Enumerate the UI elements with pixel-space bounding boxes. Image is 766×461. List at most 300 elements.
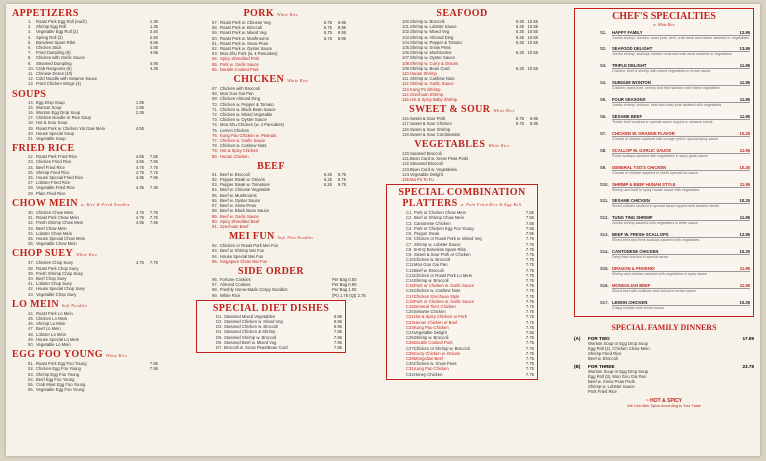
item-name: Shrimp Egg Roll	[36, 24, 67, 30]
chinese-name-icon	[200, 345, 216, 350]
item-name: Pepper Steak w. Tomatoes	[220, 182, 270, 188]
chef-item-number: S17.	[600, 299, 609, 305]
item-name: Roast Pork Fried Rice	[36, 154, 77, 160]
item-number: C14.	[406, 277, 415, 283]
item-number: C15.	[406, 283, 415, 289]
item-number: 92.	[212, 243, 218, 249]
item-number: 70.	[212, 101, 218, 107]
item-name: Beef w. Mushrooms	[220, 192, 257, 198]
item-price: 7.75	[525, 257, 534, 263]
item-number: 35.	[28, 235, 34, 241]
chef-item-name: SHRIMP & BEEF HUNAN STYLE	[612, 181, 676, 187]
sweet-sour-title-text: SWEET & SOUR	[409, 104, 491, 116]
item-name: Chicken Szechuan Style	[414, 293, 460, 299]
item-price: 4.35	[135, 185, 144, 191]
item-name: Shrimp w. Mushrooms	[410, 50, 452, 56]
item-price: 2.35	[135, 110, 144, 116]
item-number: 1.	[28, 19, 32, 24]
item-price: 4.95	[149, 50, 158, 56]
item-price: 6.25	[515, 24, 524, 30]
side-order-section	[196, 265, 366, 298]
item-number: 10.	[28, 65, 34, 71]
chef-item	[578, 46, 750, 60]
chef-item-price: 10.25	[739, 198, 750, 204]
item-price	[130, 241, 144, 246]
item-number: 84.	[212, 187, 218, 193]
menu-page	[6, 4, 760, 456]
item-price-large: 10.55	[527, 34, 538, 40]
diet-title-text: SPECIAL DIET DISHES	[212, 302, 330, 314]
item-price-large: 8.95	[529, 116, 538, 122]
beef-title	[196, 161, 346, 172]
item-number: 23.	[28, 159, 34, 165]
item-number: 57.	[212, 20, 218, 25]
item-price: 7.75	[525, 361, 534, 367]
chef-item-description: Shrimp and chicken sauteed with vegetables in spicy sauce	[612, 271, 707, 276]
item-name: Hot & Sour Soup	[36, 120, 68, 126]
item-number: 54.	[28, 376, 34, 382]
item-number: C12.	[406, 267, 415, 273]
item-price	[510, 132, 524, 137]
item-number: 108.	[402, 60, 411, 66]
item-name: Roast Pork w. Mushrooms	[220, 35, 269, 41]
chefs-specialties-subtitle: w. White Rice	[653, 22, 675, 27]
family-dinners-section	[574, 323, 754, 408]
item-price-large: 9.75	[337, 171, 346, 177]
item-price: 7.75	[525, 309, 534, 315]
item-price: 4.35	[149, 65, 158, 71]
item-price: 4.95	[135, 220, 144, 226]
item-price: 7.55	[525, 225, 534, 231]
item-price: 7.75	[525, 288, 534, 294]
item-number: 19.	[28, 125, 34, 131]
menu-item	[390, 372, 534, 377]
chef-item-number: S2.	[600, 46, 607, 52]
chefs-specialties-title-text: CHEF'S SPECIALTIES	[612, 11, 716, 22]
item-name: Chicken or Shrimp w. Broccoli	[414, 345, 470, 351]
chef-item	[578, 249, 750, 263]
item-price-large: 7.75	[149, 260, 158, 266]
item-name: Freshly Home-Made Crispy Noodles	[220, 287, 288, 293]
item-number: 98.	[212, 287, 218, 293]
item-name: Beef Chop Suey	[36, 275, 67, 281]
chef-item-name: SEAFOOD DELIGHT	[612, 46, 653, 52]
item-number: 12.	[28, 76, 34, 82]
item-number: 114.	[402, 91, 410, 97]
item-name: Chicken Chop Suey	[36, 260, 74, 266]
item-number: 77.	[212, 138, 218, 144]
chef-item-price: 11.95	[739, 63, 750, 69]
item-number: 60.	[212, 35, 218, 41]
item-price	[130, 191, 144, 196]
chef-item-price: 12.95	[739, 232, 750, 238]
item-price: 7.75	[525, 371, 534, 377]
item-price	[130, 136, 144, 141]
item-name: General Tso's Chicken	[414, 303, 456, 309]
chef-item-name: BEEF W. FRESH SCALLOPS	[612, 232, 669, 238]
item-name: Szechuan Beef	[220, 223, 249, 229]
item-name: Hot & Spicy Chicken or Pork	[414, 314, 467, 320]
item-number: 44.	[28, 310, 34, 316]
pork-title	[196, 8, 346, 20]
item-number: 104.	[402, 39, 411, 45]
item-number: 91.	[212, 223, 218, 229]
item-price: 5.75	[323, 35, 332, 41]
item-name: Shrimp w. Oyster Sauce	[410, 55, 455, 61]
item-name: Hot & Spicy Chicken	[220, 148, 259, 154]
item-name: Crab Rangoons (6)	[36, 65, 72, 71]
chef-item-number: S10.	[600, 181, 609, 187]
chef-item-description: Sliced beef and fresh scallops sauteed with vegetables	[612, 238, 700, 243]
chinese-name-icon	[12, 387, 28, 392]
chef-item-body	[612, 198, 750, 212]
item-name: Beef or Shrimp Mei Fun	[220, 248, 265, 254]
chef-item-number: S12.	[600, 215, 609, 221]
chinese-name-icon	[12, 81, 28, 86]
item-price: 5.75	[323, 30, 332, 36]
chinese-name-icon	[196, 259, 212, 264]
item-price: 7.95	[333, 339, 342, 345]
item-number: 73.	[212, 117, 218, 123]
family-option-line: Pork Fried Rice	[588, 389, 617, 395]
item-number: 82.	[212, 177, 218, 183]
chef-item-description: Jumbo shrimp sauteed with vegetables in white sauce	[612, 221, 698, 226]
item-number: 75.	[212, 127, 218, 133]
chef-item-body	[612, 63, 750, 77]
chinese-name-icon	[12, 241, 28, 246]
item-price: 7.75	[525, 272, 534, 278]
item-name: Beef w. Broccoli	[220, 171, 250, 177]
seafood-title-text: SEAFOOD	[436, 8, 488, 19]
item-price: 7.55	[525, 231, 534, 237]
appetizers-title	[12, 8, 158, 19]
item-price: 7.75	[525, 303, 534, 309]
item-number: 101.	[402, 24, 411, 30]
item-name: Vegetable Chow Mein	[36, 241, 77, 247]
column-4	[574, 8, 754, 408]
menu-item	[200, 345, 342, 350]
chef-item-name: MONGOLIAN BEEF	[612, 282, 651, 288]
soups-title-text: SOUPS	[12, 88, 47, 100]
item-name: House Special Soup	[36, 130, 74, 136]
chef-item-number: S6.	[600, 113, 607, 119]
seafood-section	[386, 8, 538, 102]
item-name: Steamed Chicken w. Broccoli	[224, 324, 279, 330]
chow-mein-section	[12, 198, 158, 246]
chef-item-number: S9.	[600, 164, 607, 170]
item-number: 22.	[28, 154, 34, 160]
item-name: Fortune Cookies	[220, 276, 251, 282]
item-price-large: 8.95	[337, 30, 346, 36]
chef-item-description: Jumbo shrimp, chicken, roast pork, beef, crab meat and lobster sauteed w. vegetables	[612, 35, 750, 40]
item-name: Roast Pork w. Mixed Veg	[220, 30, 267, 36]
item-price: 6.95	[333, 318, 342, 324]
item-number: 88.	[212, 208, 218, 214]
mei-fun-title-text: MEI FUN	[228, 231, 275, 243]
item-price	[144, 387, 158, 392]
item-price-large: 7.75	[149, 209, 158, 215]
vegetables-title	[386, 139, 538, 151]
item-price-large: 7.75	[149, 164, 158, 170]
item-name: Moo Shu Chicken (w. 4 Pancakes)	[220, 122, 285, 128]
item-price: 6.25	[323, 177, 332, 183]
egg-foo-young-title	[12, 349, 158, 361]
menu-item	[386, 97, 538, 102]
item-name: Shrimp w. Lobster Sauce	[410, 24, 457, 30]
item-price-large: 10.55	[527, 50, 538, 56]
item-name: Beef Chow Mein	[36, 225, 67, 231]
chef-item-name: TUNG TING SHRIMP	[612, 215, 653, 221]
item-name: Steamed Dumpling	[36, 60, 72, 66]
sweet-sour-section	[386, 104, 538, 137]
pork-section	[196, 8, 346, 72]
item-number: C22.	[406, 319, 415, 325]
item-number: C26.	[406, 340, 415, 346]
item-number: 79.	[212, 148, 218, 154]
item-price: 6.25	[515, 39, 524, 45]
beef-title-text: BEEF	[257, 160, 285, 172]
item-number: 46.	[28, 321, 34, 327]
combination-platters-section	[386, 184, 538, 380]
item-name: Beef w. Black Bean Sauce	[220, 208, 270, 214]
item-number: 48.	[28, 331, 34, 337]
item-price-large: 7.75	[149, 215, 158, 221]
item-price: 6.25	[515, 19, 524, 24]
item-name: Shrimp w. Almond Ding	[410, 34, 454, 40]
chop-suey-title	[12, 248, 158, 260]
column-2	[196, 8, 366, 355]
item-name: House Special Chow Mein	[36, 235, 86, 241]
mei-fun-subtitle: Soft Thin Noodles	[277, 235, 314, 241]
item-name: Chicken Chow Mein	[36, 209, 74, 215]
chow-mein-subtitle: w. Rice & Fried Noodles	[80, 201, 130, 207]
item-price: 6.25	[515, 50, 524, 56]
item-name: Hot & Spicy Baby Shrimp	[410, 97, 458, 103]
item-name: Shrimp w. Broccoli	[410, 19, 445, 24]
item-price: 7.55	[525, 210, 534, 216]
item-number: 68.	[212, 91, 218, 97]
item-number: 36.	[28, 241, 34, 247]
chef-item	[578, 300, 750, 314]
vegetables-subtitle: White Rice	[488, 143, 510, 149]
chef-item-description: Sliced chicken sauteed in special sauce topped with sesame seeds	[612, 204, 719, 209]
item-price-large: 8.95	[337, 35, 346, 41]
item-number: 30.	[28, 209, 34, 215]
item-name: Beef Egg Foo Young	[36, 376, 75, 382]
item-number: 94.	[212, 253, 218, 259]
family-option-label: (A)	[574, 336, 581, 342]
item-number: 117.	[402, 121, 410, 127]
item-price-large: 7.55	[149, 159, 158, 165]
chinese-name-icon	[386, 177, 402, 182]
item-name: Crab Meat Egg Foo Young	[36, 381, 86, 387]
item-name: Beef w. Garlic Sauce	[220, 213, 259, 219]
item-name: Bean Curd w. Snow Peas Pods	[410, 156, 469, 162]
fried-rice-title-text: FRIED RICE	[12, 143, 75, 155]
item-number: 24.	[28, 164, 34, 170]
item-name: Roast Pork Lo Mein	[36, 310, 73, 316]
family-option-name: FOR TWO	[588, 336, 610, 342]
item-price: 2.50	[149, 34, 158, 40]
chef-item-price: 13.95	[739, 46, 750, 52]
chicken-title-text: CHICKEN	[233, 74, 285, 86]
item-price	[332, 259, 346, 264]
item-name: Kung Pao Chicken	[414, 324, 449, 330]
item-number: C16.	[406, 288, 415, 294]
item-name: Roast Pork w. Snow Peas	[220, 40, 269, 46]
chicken-subtitle: White Rice	[287, 78, 309, 84]
item-number: D4.	[216, 329, 223, 335]
item-number: 74.	[212, 122, 218, 128]
item-price-large: 9.75	[337, 177, 346, 183]
item-number: 29.	[28, 190, 34, 196]
item-name: Roast Pork Chop Suey	[36, 265, 79, 271]
chef-item-price: 10.25	[739, 249, 750, 255]
chef-item-number: S11.	[600, 198, 609, 204]
item-price: 4.95	[135, 175, 144, 181]
family-option-line: Wonton Soup or Egg Drop Soup	[588, 369, 648, 375]
chef-item	[578, 63, 750, 77]
item-number: C2.	[406, 215, 413, 221]
item-number: 18.	[28, 120, 34, 126]
menu-item	[196, 292, 366, 298]
chef-item-name: CHICKEN W. ORANGE FLAVOR	[612, 130, 675, 136]
item-price-large: 10.55	[527, 65, 538, 71]
chef-item-price: 11.95	[739, 113, 750, 119]
item-name: Plain Fried Rice	[36, 190, 66, 196]
chicken-title	[196, 74, 346, 86]
item-number: 65.	[212, 61, 218, 67]
item-number: 78.	[212, 143, 218, 149]
menu-item	[196, 154, 346, 159]
menu-item	[12, 81, 158, 86]
item-number: 71.	[212, 106, 218, 112]
item-name: Spicy Shredded Beef	[220, 218, 260, 224]
item-name: Chicken w. Pepper & Tomato	[220, 101, 274, 107]
chef-item-name: SUBGUM WONTON	[612, 80, 651, 86]
item-price-large: 8.95	[337, 25, 346, 31]
item-number: C27.	[406, 345, 415, 351]
menu-item	[12, 241, 158, 246]
item-name: Shrimp w. Curry & Onions	[410, 60, 459, 66]
item-number: 14.	[28, 99, 34, 105]
item-price: 7.75	[525, 241, 534, 247]
item-number: 100.	[402, 19, 411, 24]
item-number: 2.	[28, 24, 32, 30]
item-name: House Special Lo Mein	[36, 336, 80, 342]
lo-mein-title-text: LO MEIN	[12, 298, 59, 310]
item-name: Steamed Beef w. Mixed Veg	[224, 339, 277, 345]
item-price: 7.75	[525, 262, 534, 268]
item-number: 125.	[402, 177, 411, 183]
item-name: Vegetable Delight	[414, 329, 447, 335]
item-number: 118.	[402, 126, 410, 132]
item-name: Hunan Shrimp	[410, 71, 437, 77]
chinese-name-icon	[12, 342, 28, 347]
item-price-large	[332, 224, 346, 229]
item-price-large: 7.95	[149, 220, 158, 226]
item-price: 7.75	[525, 314, 534, 320]
item-number: 8.	[28, 55, 32, 61]
menu-item	[12, 292, 158, 297]
chef-item-body	[612, 283, 750, 297]
beef-section	[196, 161, 346, 229]
item-number: 20.	[28, 130, 34, 136]
item-number: 69.	[212, 96, 218, 102]
item-name: Kung Po Shrimp	[410, 86, 441, 92]
item-price: 4.75	[135, 260, 144, 266]
chef-item-name: TRIPLE DELIGHT	[612, 63, 647, 69]
item-price: 7.95	[149, 361, 158, 367]
item-number: 7.	[28, 50, 32, 56]
item-name: Shrimp Egg Foo Young	[36, 371, 80, 377]
item-number: C8.	[406, 246, 413, 252]
family-option-line: Beef w. Broccoli	[588, 356, 618, 362]
chef-item-body	[612, 232, 750, 246]
item-price: 7.75	[525, 277, 534, 283]
chef-item	[578, 266, 750, 280]
item-number: 50.	[28, 341, 34, 347]
chef-item	[578, 182, 750, 196]
item-number: 63.	[212, 51, 218, 57]
item-number: 49.	[28, 336, 34, 342]
menu-item	[196, 67, 346, 72]
item-number: D1.	[216, 313, 223, 319]
item-number: 5.	[28, 39, 32, 45]
chef-item-name: LEMON CHICKEN	[612, 299, 648, 305]
pork-subtitle: White Rice	[277, 12, 299, 17]
menu-item	[12, 387, 158, 392]
lo-mein-subtitle: Soft Noodles	[61, 302, 88, 308]
item-name: Lobster Chop Suey	[36, 281, 72, 287]
item-number: 26.	[28, 175, 34, 181]
chef-item	[578, 232, 750, 246]
item-name: Sweet & Sour Pork or Chicken	[414, 251, 471, 257]
item-name: Vegetable Chop Suey	[36, 291, 77, 297]
item-name: Steamed Chicken w. Mixed Veg	[224, 318, 283, 324]
item-name: Beef w. Snow Peas	[220, 203, 257, 209]
item-number: D2.	[216, 318, 223, 324]
item-name: Beef Lo Mein	[36, 326, 61, 332]
item-price-large	[524, 177, 538, 182]
item-number: 15.	[28, 104, 34, 110]
menu-item	[12, 136, 158, 141]
item-name: Steamed Shrimp w. Broccoli	[224, 334, 277, 340]
item-price-large: 10.55	[527, 24, 538, 30]
item-number: 89.	[212, 213, 218, 219]
chef-item	[578, 283, 750, 297]
chef-item-name: GENERAL TSO'S CHICKEN	[612, 164, 667, 170]
mei-fun-section	[196, 231, 346, 264]
item-name: Shrimp w. Mixed Veg	[410, 29, 450, 35]
item-name: Chicken w. Broccoli	[414, 257, 451, 263]
chinese-name-icon	[390, 372, 406, 377]
item-name: Cantonese Chicken	[414, 220, 451, 226]
item-number: 72.	[212, 112, 218, 118]
chinese-name-icon	[196, 154, 212, 159]
item-name: Chicken w. Cashew Nuts	[220, 143, 267, 149]
item-number: 25.	[28, 169, 34, 175]
chef-item-price: 11.95	[739, 265, 750, 271]
chef-item-name: FOUR SEASONS	[612, 97, 646, 103]
item-name: Chicken or Roast Pork Mei Fun	[220, 243, 279, 249]
item-number: 96.	[212, 276, 218, 282]
chef-item-number: S5.	[600, 97, 607, 103]
item-number: C24.	[406, 329, 415, 335]
item-name: Shrimp w. Broccoli	[414, 277, 449, 283]
soups-title	[12, 89, 158, 100]
item-name: Chicken with Garlic Sauce	[36, 55, 85, 61]
